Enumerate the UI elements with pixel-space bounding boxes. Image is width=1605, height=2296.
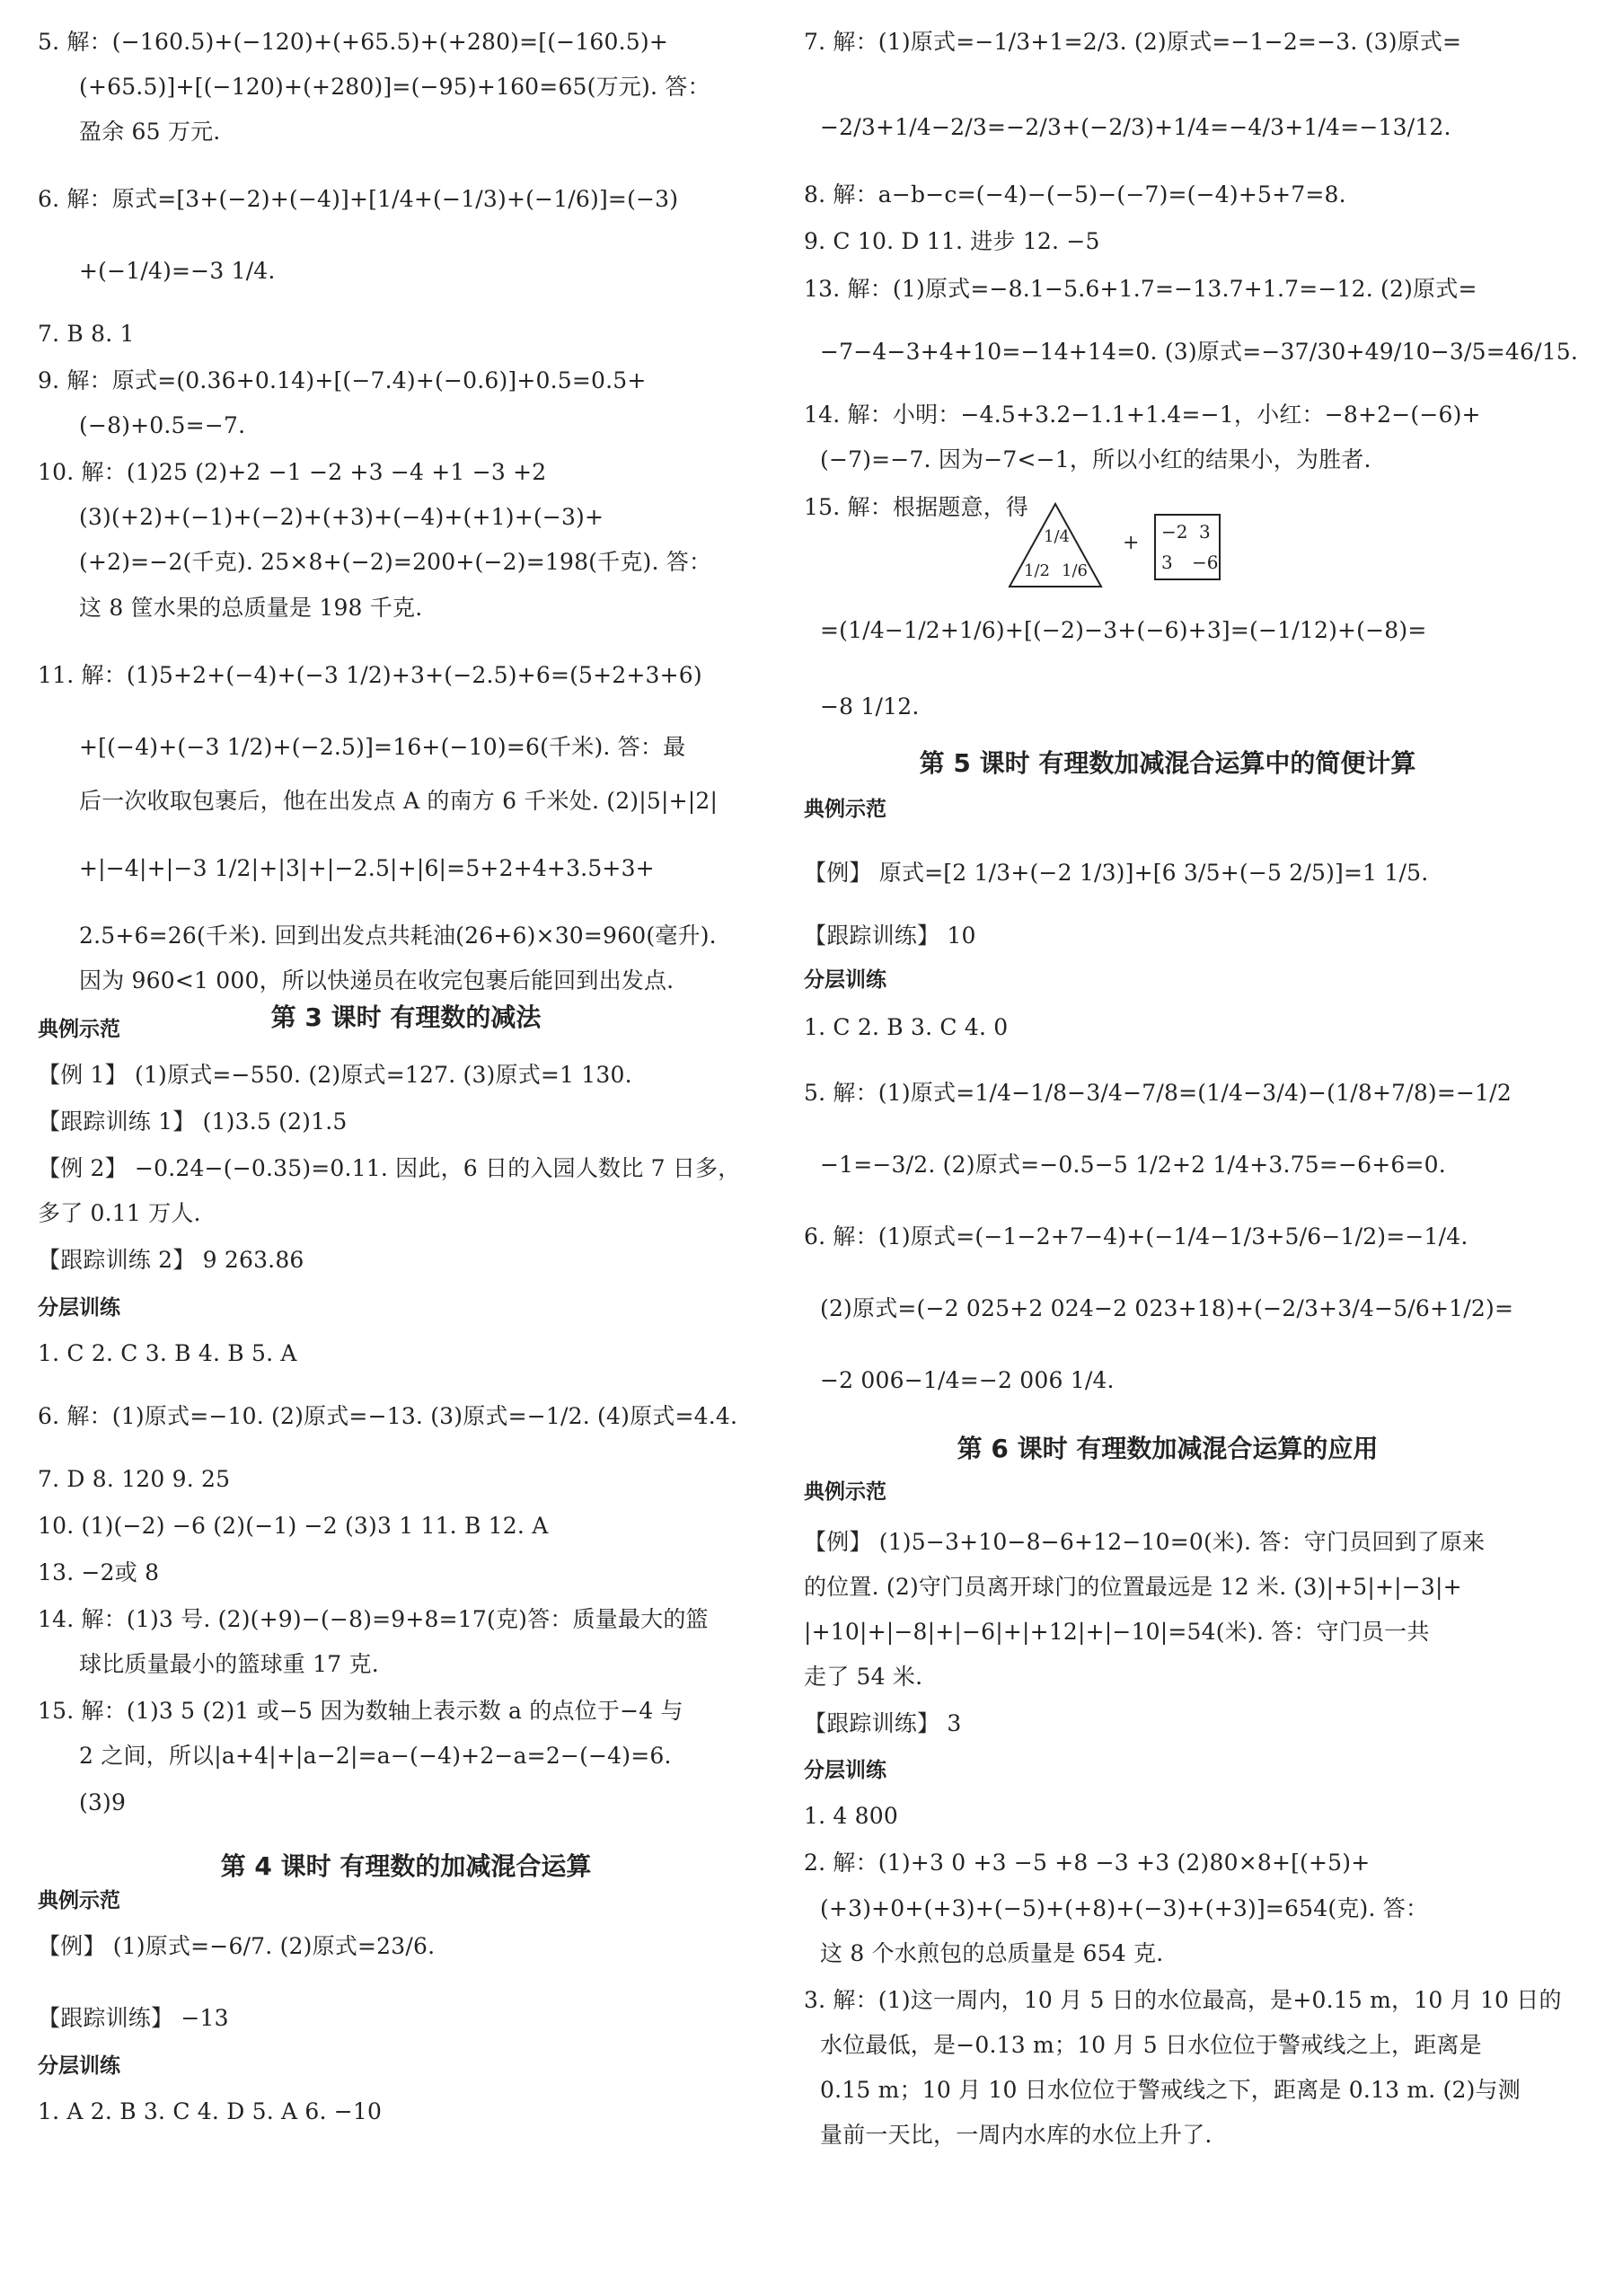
answer-line: 8. 解：a−b−c=(−4)−(−5)−(−7)=(−4)+5+7=8. xyxy=(804,181,1346,208)
answer-line: −1=−3/2. (2)原式=−0.5−5 1/2+2 1/4+3.75=−6+6=0. xyxy=(820,1152,1446,1178)
answer-line: 【跟踪训练 1】 (1)3.5 (2)1.5 xyxy=(38,1108,348,1135)
answer-line: 14. 解：小明：−4.5+3.2−1.1+1.4=−1，小红：−8+2−(−6)+ xyxy=(804,402,1481,428)
figure-box xyxy=(1154,514,1221,580)
answer-line: 2.5+6=26(千米). 回到出发点共耗油(26+6)×30=960(毫升). xyxy=(79,923,717,949)
section-title: 第 3 课时 有理数的减法 xyxy=(270,1002,542,1032)
subsection-heading: 分层训练 xyxy=(804,968,886,992)
answer-line: −2 006−1/4=−2 006 1/4. xyxy=(820,1367,1115,1393)
answer-line: (−8)+0.5=−7. xyxy=(79,412,246,438)
tri-right: 1/6 xyxy=(1062,561,1088,580)
answer-line: −8 1/12. xyxy=(820,693,920,720)
answer-line: 多了 0.11 万人. xyxy=(38,1200,201,1226)
answer-line: 7. B 8. 1 xyxy=(38,321,135,347)
answer-line: 这 8 筐水果的总质量是 198 千克. xyxy=(79,595,423,621)
answer-line: 13. 解：(1)原式=−8.1−5.6+1.7=−13.7+1.7=−12. (2)原式= xyxy=(804,276,1477,302)
answer-line: 【例】 (1)原式=−6/7. (2)原式=23/6. xyxy=(38,1933,436,1959)
tri-left: 1/2 xyxy=(1024,561,1050,580)
answer-line: −2/3+1/4−2/3=−2/3+(−2/3)+1/4=−4/3+1/4=−13/12. xyxy=(820,114,1451,140)
subsection-heading: 分层训练 xyxy=(804,1759,886,1782)
answer-line: 0.15 m；10 月 10 日水位位于警戒线之下，距离是 0.13 m. (2)与测 xyxy=(820,2077,1521,2103)
answer-line: +|−4|+|−3 1/2|+|3|+|−2.5|+|6|=5+2+4+3.5+3+ xyxy=(79,855,655,881)
box-cell: 3 xyxy=(1199,521,1211,543)
answer-line: 因为 960<1 000，所以快递员在收完包裹后能回到出发点. xyxy=(79,967,675,993)
answer-line: 盈余 65 万元. xyxy=(79,119,221,145)
box-cell: 3 xyxy=(1161,552,1173,573)
answer-line: 【跟踪训练】 10 xyxy=(804,923,976,949)
answer-line: 9. C 10. D 11. 进步 12. −5 xyxy=(804,228,1100,254)
answer-line: 【跟踪训练】 3 xyxy=(804,1710,962,1736)
tri-top: 1/4 xyxy=(1044,527,1070,546)
answer-line: (3)9 xyxy=(79,1789,127,1815)
box-cell: −6 xyxy=(1192,552,1219,573)
answer-line: (+2)=−2(千克). 25×8+(−2)=200+(−2)=198(千克). 答： xyxy=(79,549,712,575)
answer-line: 10. 解：(1)25 (2)+2 −1 −2 +3 −4 +1 −3 +2 xyxy=(38,459,547,485)
subsection-heading: 典例示范 xyxy=(804,798,886,821)
subsection-heading: 典例示范 xyxy=(804,1480,886,1504)
section-title: 第 4 课时 有理数的加减混合运算 xyxy=(220,1851,592,1881)
answer-line: |+10|+|−8|+|−6|+|+12|+|−10|=54(米). 答：守门员一共 xyxy=(804,1619,1430,1645)
answer-line: 后一次收取包裹后，他在出发点 A 的南方 6 千米处. (2)|5|+|2| xyxy=(79,788,719,814)
answer-line: 6. 解：原式=[3+(−2)+(−4)]+[1/4+(−1/3)+(−1/6)]=(−3) xyxy=(38,186,679,212)
answer-line: 10. (1)(−2) −6 (2)(−1) −2 (3)3 1 11. B 12. A xyxy=(38,1513,549,1539)
answer-line: (2)原式=(−2 025+2 024−2 023+18)+(−2/3+3/4−5/6+1/2)= xyxy=(820,1295,1514,1321)
answer-line: 的位置. (2)守门员离开球门的位置最远是 12 米. (3)|+5|+|−3|+ xyxy=(804,1574,1462,1600)
answer-line: 6. 解：(1)原式=(−1−2+7−4)+(−1/4−1/3+5/6−1/2)=−1/4. xyxy=(804,1223,1468,1250)
answer-line: +(−1/4)=−3 1/4. xyxy=(79,258,276,284)
answer-line: 3. 解：(1)这一周内，10 月 5 日的水位最高，是+0.15 m，10 月 10 日的 xyxy=(804,1987,1562,2013)
answer-line: −7−4−3+4+10=−14+14=0. (3)原式=−37/30+49/10−3/5=46/15. xyxy=(820,339,1579,365)
answer-line: (−7)=−7. 因为−7<−1，所以小红的结果小，为胜者. xyxy=(820,446,1371,472)
answer-line: 量前一天比，一周内水库的水位上升了. xyxy=(820,2122,1213,2148)
answer-line: 水位最低，是−0.13 m；10 月 5 日水位位于警戒线之上，距离是 xyxy=(820,2032,1482,2058)
figure-plus: + xyxy=(1123,532,1140,554)
answer-line: 6. 解：(1)原式=−10. (2)原式=−13. (3)原式=−1/2. (4)原式=4.4. xyxy=(38,1403,738,1429)
answer-line: 这 8 个水煎包的总质量是 654 克. xyxy=(820,1940,1164,1966)
answer-line: 1. C 2. C 3. B 4. B 5. A xyxy=(38,1340,297,1366)
subsection-heading: 典例示范 xyxy=(38,1889,120,1912)
answer-line: 13. −2或 8 xyxy=(38,1559,160,1585)
answer-line: 【例 2】 −0.24−(−0.35)=0.11. 因此，6 日的入园人数比 7 日多， xyxy=(38,1155,741,1181)
answer-line: 1. C 2. B 3. C 4. 0 xyxy=(804,1014,1009,1040)
answer-line: 11. 解：(1)5+2+(−4)+(−3 1/2)+3+(−2.5)+6=(5+2+3+6) xyxy=(38,662,702,688)
answer-line: 【跟踪训练】 −13 xyxy=(38,2005,229,2031)
answer-line: (3)(+2)+(−1)+(−2)+(+3)+(−4)+(+1)+(−3)+ xyxy=(79,504,604,530)
answer-line: (+3)+0+(+3)+(−5)+(+8)+(−3)+(+3)]=654(克). 答： xyxy=(820,1895,1429,1921)
subsection-heading: 分层训练 xyxy=(38,1296,120,1320)
answer-line: 【例 1】 (1)原式=−550. (2)原式=127. (3)原式=1 130. xyxy=(38,1062,632,1088)
answer-line: (+65.5)]+[(−120)+(+280)]=(−95)+160=65(万元). 答： xyxy=(79,74,710,100)
subsection-heading: 典例示范 xyxy=(38,1018,120,1041)
answer-line: 走了 54 米. xyxy=(804,1664,923,1690)
answer-line: +[(−4)+(−3 1/2)+(−2.5)]=16+(−10)=6(千米). 答：最 xyxy=(79,734,686,760)
answer-line: 5. 解：(−160.5)+(−120)+(+65.5)+(+280)=[(−160.5)+ xyxy=(38,29,668,55)
answer-line: =(1/4−1/2+1/6)+[(−2)−3+(−6)+3]=(−1/12)+(−8)= xyxy=(820,617,1427,643)
answer-line: 【例】 (1)5−3+10−8−6+12−10=0(米). 答：守门员回到了原来 xyxy=(804,1529,1486,1555)
answer-line: 球比质量最小的篮球重 17 克. xyxy=(79,1651,379,1677)
answer-line: 1. 4 800 xyxy=(804,1803,898,1829)
answer-line: 7. D 8. 120 9. 25 xyxy=(38,1466,231,1492)
section-title: 第 5 课时 有理数加减混合运算中的简便计算 xyxy=(919,748,1416,778)
answer-line: 2 之间，所以|a+4|+|a−2|=a−(−4)+2−a=2−(−4)=6. xyxy=(79,1743,672,1769)
answer-line: 5. 解：(1)原式=1/4−1/8−3/4−7/8=(1/4−3/4)−(1/8+7/8)=−1/2 xyxy=(804,1080,1512,1106)
answer-line: 14. 解：(1)3 号. (2)(+9)−(−8)=9+8=17(克)答：质量最大的篮 xyxy=(38,1606,709,1632)
answer-line: 15. 解：(1)3 5 (2)1 或−5 因为数轴上表示数 a 的点位于−4 与 xyxy=(38,1698,683,1724)
answer-line: 2. 解：(1)+3 0 +3 −5 +8 −3 +3 (2)80×8+[(+5)+ xyxy=(804,1850,1371,1876)
answer-line: 【例】 原式=[2 1/3+(−2 1/3)]+[6 3/5+(−5 2/5)]=1 1/5. xyxy=(804,860,1429,886)
answer-line: 15. 解：根据题意，得 xyxy=(804,494,1029,520)
answer-line: 1. A 2. B 3. C 4. D 5. A 6. −10 xyxy=(38,2098,383,2124)
section-title: 第 6 课时 有理数加减混合运算的应用 xyxy=(957,1434,1379,1463)
answer-line: 7. 解：(1)原式=−1/3+1=2/3. (2)原式=−1−2=−3. (3)原式= xyxy=(804,29,1462,55)
box-cell: −2 xyxy=(1161,521,1188,543)
answer-line: 【跟踪训练 2】 9 263.86 xyxy=(38,1247,304,1273)
subsection-heading: 分层训练 xyxy=(38,2054,120,2078)
answer-line: 9. 解：原式=(0.36+0.14)+[(−7.4)+(−0.6)]+0.5=0.5+ xyxy=(38,367,647,393)
